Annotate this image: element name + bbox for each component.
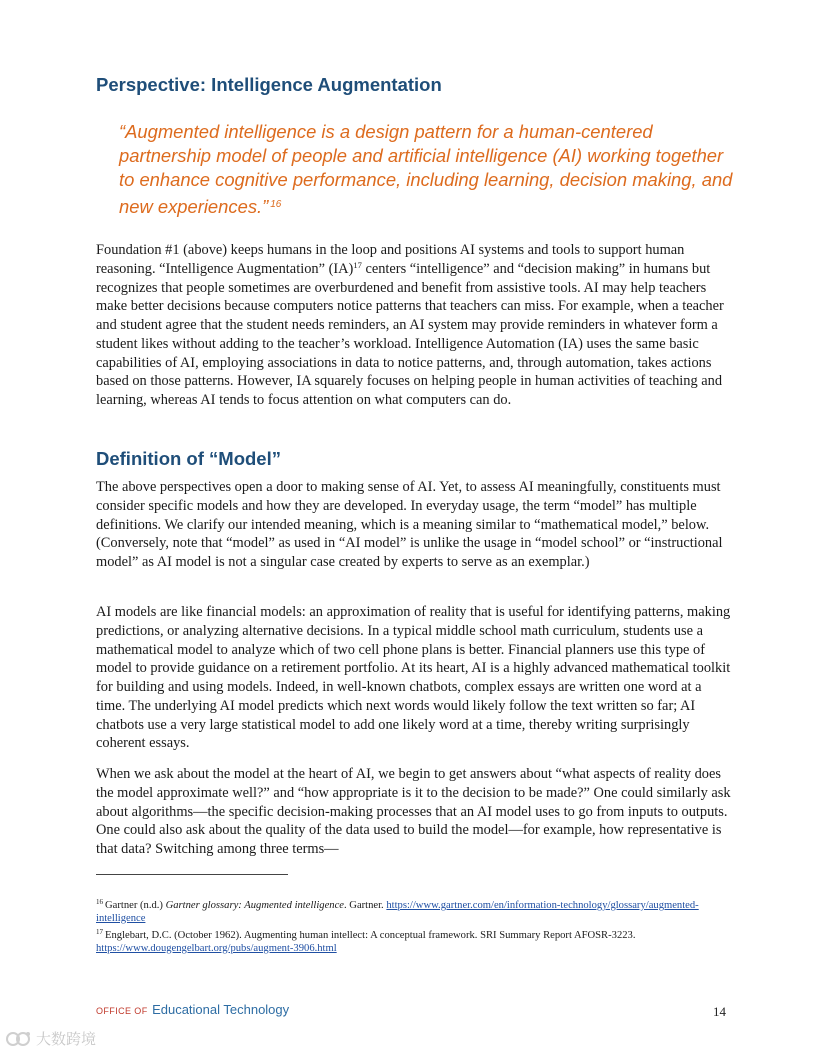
footnote-17 — [96, 930, 726, 955]
footnote-number: 16 — [96, 898, 103, 906]
footnote-number: 17 — [96, 928, 103, 936]
footnote-16 — [96, 900, 726, 925]
section-heading-definition: Definition of “Model” — [96, 448, 281, 469]
pull-quote — [119, 120, 739, 219]
footnote-text: Gartner (n.d.) — [105, 900, 166, 911]
paragraph-perspectives: The above perspectives open a door to making sense of AI. Yet, to assess AI meaningfully, constituents must consider specific models and how they are developed. In everyday usage, the term “model” has multiple definitions. We clarify our intended meaning, which is a meaning similar to “mathematical model,” below. (Conversely, note that “model” as used in “AI model” is unlike the usage in “model school” or “instructional model” as AI model is not a singular case created by experts to serve as an exemplar.) — [96, 479, 723, 570]
footnote-ref-17[interactable]: 17 — [353, 259, 362, 270]
footer-branding — [96, 1001, 289, 1019]
footnote-link[interactable]: https://www.gartner.com/en/information-technology/glossary/augmented-intelligence — [96, 900, 699, 924]
paragraph-model-heart: When we ask about the model at the heart of AI, we begin to get answers about “what aspects of reality does the model approximate well?” and “how appropriate is it to the decision to be made?” One could similarly ask about algorithms—the specific decision-making processes that an AI model uses to go from inputs to outputs. One could also ask about the quality of the data used to build the model—for example, how representative is that data? Switching among three terms— — [96, 766, 731, 857]
section-heading-perspective: Perspective: Intelligence Augmentation — [96, 74, 442, 95]
paragraph-foundation — [96, 241, 732, 410]
footnote-text: Englebart, D.C. (October 1962). Augmenting human intellect: A conceptual framework. SRI Summary Report AFOSR-3223. — [105, 930, 636, 941]
footnote-divider — [96, 874, 288, 875]
paragraph-financial-models: AI models are like financial models: an approximation of reality that is useful for identifying patterns, making predictions, or analyzing alternative decisions. In a typical middle school math curriculum, students use a mathematical model to analyze which of two cell phone plans is better. Financial planners use this type of model to provide guidance on a retirement portfolio. At its heart, AI is a highly advanced mathematical toolkit for building and using models. Indeed, in well-known chatbots, complex essays are written one word at a time. The underlying AI model predicts which next words would likely follow the text written so far; AI chatbots use a very large statistical model to add one likely word at a time, thereby writing surprisingly coherent essays. — [96, 604, 731, 752]
footer-unit-label: Educational Technology — [152, 1002, 290, 1017]
watermark-text: 大数跨境 — [36, 1030, 97, 1048]
pull-quote-text: “Augmented intelligence is a design pattern for a human-centered partnership model of people and artificial intelligence (AI) working together to enhance cognitive performance, including learning, decision making, and new experiences.” — [119, 121, 733, 217]
footnote-link[interactable]: https://www.dougengelbart.org/pubs/augment-3906.html — [96, 942, 337, 954]
footnote-text: . Gartner. — [344, 900, 387, 911]
footnote-ref-16[interactable]: 16 — [270, 198, 282, 210]
page-number: 14 — [713, 1004, 726, 1019]
footer-office-label: OFFICE OF — [96, 1006, 148, 1016]
watermark — [6, 1028, 96, 1049]
paragraph-text: centers “intelligence” and “decision making” in humans but recognizes that people sometimes are overburdened and benefit from assistive tools. AI may help teachers make better decisions because computers notice patterns that teachers can miss. For example, when a teacher and student agree that the student needs reminders, an AI system may provide reminders in whatever form a student likes without adding to the teacher’s workload. Intelligence Automation (IA) uses the same basic capabilities of AI, employing associations in data to notice patterns, and, through automation, takes actions based on those patterns. However, IA squarely focuses on helping people in human activities of teaching and learning, whereas AI tends to focus attention on what computers can do. — [96, 260, 724, 408]
footnote-title: Gartner glossary: Augmented intelligence — [165, 900, 344, 911]
watermark-logo-icon — [6, 1030, 32, 1048]
paragraph-text: Foundation #1 (above) keeps humans in the loop and positions AI systems and tools to support human reasoning. “Intelligence Augmentation” (IA) — [96, 242, 685, 277]
